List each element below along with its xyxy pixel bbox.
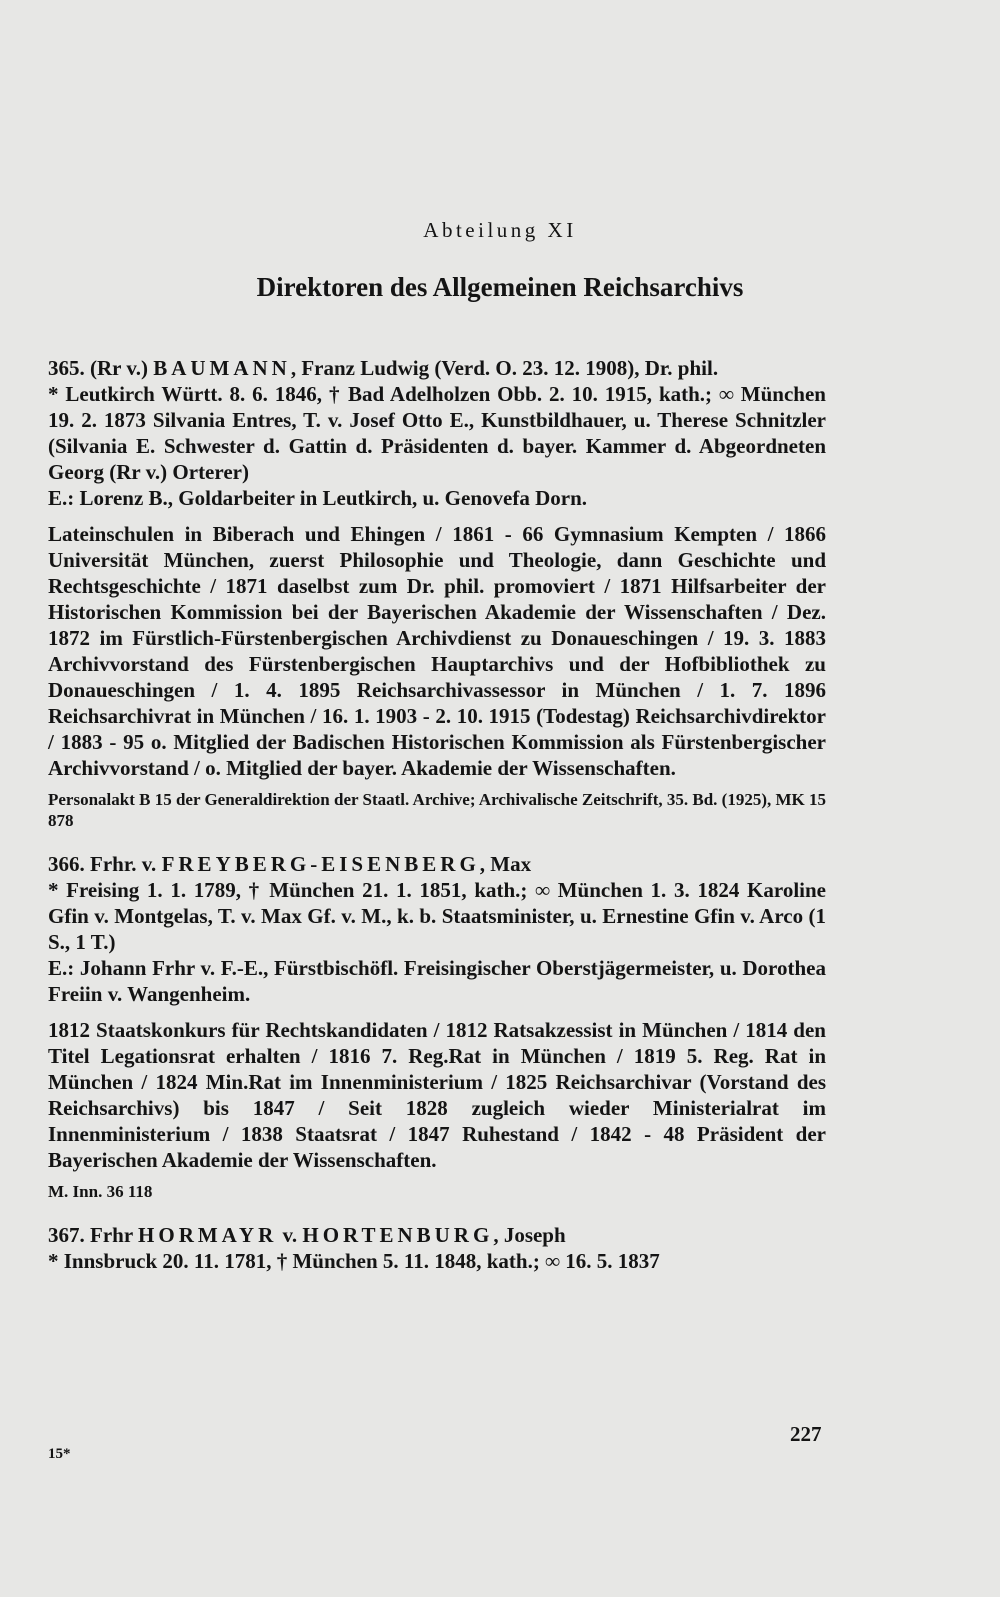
entry-name-rest: , Franz Ludwig (Verd. O. 23. 12. 1908), Dr. phil.: [290, 356, 719, 380]
entry-biography: * Leutkirch Württ. 8. 6. 1846, † Bad Adelholzen Obb. 2. 10. 1915, kath.; ∞ München 19. 2. 1873 Silvania Entres, T. v. Josef Otto E., Kunstbildhauer, u. Therese Schnitzler (Silvania E. Schwester d. Gattin d. Präsidenten d. bayer. Kammer d. Abgeordneten Georg (Rr v.) Orterer) E.: Lorenz B., Goldarbeiter in Leutkirch, u. Genovefa Dorn.: [48, 382, 826, 510]
entry-surname: FREYBERG-EISENBERG: [161, 852, 480, 876]
entry-surname-2: HORTENBURG: [302, 1223, 494, 1247]
entry-heading: [48, 355, 826, 381]
signature-mark: 15*: [48, 1446, 71, 1462]
entries-list: [48, 355, 826, 1274]
entry-biography: * Freising 1. 1. 1789, † München 21. 1. 1851, kath.; ∞ München 1. 3. 1824 Karoline Gfin v. Montgelas, T. v. Max Gf. v. M., k. b. Staatsminister, u. Ernestine Gfin v. Arco (1 S., 1 T.) E.: Johann Frhr v. F.-E., Fürstbischöfl. Freisingischer Oberstjägermeister, u. Dorothea Freiin v. Wangenheim.: [48, 878, 826, 1006]
page-title: Direktoren des Allgemeinen Reichsarchivs: [256, 272, 744, 302]
entry-number: 365. (Rr v.): [48, 356, 154, 380]
entry-heading: [48, 1222, 826, 1248]
entry-biography: * Innsbruck 20. 11. 1781, † München 5. 11. 1848, kath.; ∞ 16. 5. 1837: [48, 1249, 660, 1273]
entry-number: 367. Frhr: [48, 1223, 139, 1247]
entry-heading: [48, 851, 826, 877]
entry-365: [48, 355, 826, 831]
entry-366: [48, 851, 826, 1202]
section-label: Abteilung XI: [423, 218, 577, 242]
page-number: 227: [790, 1422, 822, 1446]
entry-source: Personalakt B 15 der Generaldirektion der Staatl. Archive; Archivalische Zeitschrift, 35. Bd. (1925), MK 15 878: [48, 790, 827, 830]
entry-surname: HORMAYR: [138, 1223, 278, 1247]
entry-name-rest: , Joseph: [493, 1223, 566, 1247]
entry-career: Lateinschulen in Biberach und Ehingen / 1861 - 66 Gymnasium Kempten / 1866 Universität München, zuerst Philosophie und Theologie, dann Geschichte und Rechtsgeschichte / 1871 daselbst zum Dr. phil. promoviert / 1871 Hilfsarbeiter der Historischen Kommission bei der Bayerischen Akademie der Wissenschaften / Dez. 1872 im Fürstlich-Fürstenbergischen Archivdienst zu Donaueschingen / 19. 3. 1883 Archivvorstand des Fürstenbergischen Hauptarchivs und der Hofbibliothek zu Donaueschingen / 1. 4. 1895 Reichsarchivassessor in München / 1. 7. 1896 Reichsarchivrat in München / 16. 1. 1903 - 2. 10. 1915 (Todestag) Reichsarchivdirektor / 1883 - 95 o. Mitglied der Badischen Historischen Kommission als Fürstenbergischer Archivvorstand / o. Mitglied der bayer. Akademie der Wissenschaften.: [48, 522, 826, 780]
entry-number: 366. Frhr. v.: [48, 852, 162, 876]
entry-source: M. Inn. 36 118: [48, 1182, 153, 1201]
entry-name-rest: , Max: [479, 852, 532, 876]
entry-name-connector: v.: [277, 1223, 303, 1247]
entry-367: [48, 1222, 826, 1274]
entry-career: 1812 Staatskonkurs für Rechtskandidaten / 1812 Ratsakzessist in München / 1814 den Titel Legationsrat erhalten / 1816 7. Reg.Rat in München / 1819 5. Reg. Rat in München / 1824 Min.Rat im Innenministerium / 1825 Reichsarchivar (Vorstand des Reichsarchivs) bis 1847 / Seit 1828 zugleich wieder Ministerialrat im Innenministerium / 1838 Staatsrat / 1847 Ruhestand / 1842 - 48 Präsident der Bayerischen Akademie der Wissenschaften.: [48, 1018, 826, 1172]
entry-surname: BAUMANN: [153, 356, 291, 380]
